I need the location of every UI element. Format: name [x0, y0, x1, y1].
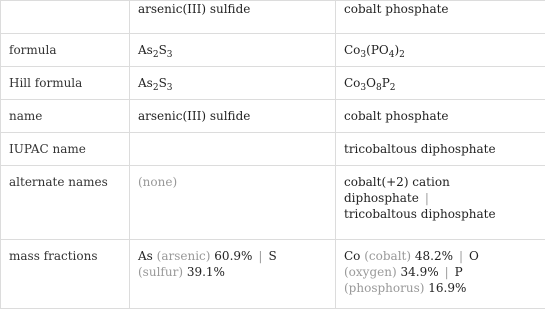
alternate-names-arsenic-sulfide: (none) — [130, 166, 336, 240]
alternate-name: cobalt(+2) cation — [344, 174, 537, 190]
element-name: (arsenic) — [157, 249, 211, 263]
formula-subscript: 2 — [390, 83, 396, 93]
formula-part: O — [366, 76, 376, 90]
formula-cobalt-phosphate — [336, 34, 545, 67]
iupac-name-row — [1, 133, 545, 166]
separator: | — [252, 249, 268, 263]
formula-part: Co — [344, 76, 360, 90]
row-label-name: name — [1, 100, 130, 133]
separator: | — [453, 249, 469, 263]
element-name: (sulfur) — [138, 265, 183, 279]
formula-part: As — [138, 43, 153, 57]
mass-fractions-arsenic-sulfide — [130, 240, 336, 309]
mass-fractions-row — [1, 240, 545, 309]
element-symbol: O — [469, 249, 479, 263]
formula-row — [1, 34, 545, 67]
formula-part: S — [159, 43, 167, 57]
element-symbol: As — [138, 249, 153, 263]
hill-formula-arsenic-sulfide — [130, 67, 336, 100]
column-header-arsenic-sulfide: arsenic(III) sulfide — [130, 1, 336, 34]
name-cobalt-phosphate: cobalt phosphate — [336, 100, 545, 133]
name-arsenic-sulfide: arsenic(III) sulfide — [130, 100, 336, 133]
separator: | — [439, 265, 455, 279]
element-symbol: P — [455, 265, 463, 279]
formula-subscript: 2 — [153, 50, 159, 60]
formula-part: Co — [344, 43, 360, 57]
mass-percent: 16.9% — [428, 281, 466, 295]
element-name: (oxygen) — [344, 265, 397, 279]
formula-part: S — [159, 76, 167, 90]
name-row — [1, 100, 545, 133]
row-label-formula: formula — [1, 34, 130, 67]
formula-subscript: 3 — [167, 83, 173, 93]
formula-subscript: 3 — [360, 50, 366, 60]
element-symbol: S — [268, 249, 276, 263]
formula-subscript: 8 — [376, 83, 382, 93]
row-label-hill-formula: Hill formula — [1, 67, 130, 100]
alternate-names-cobalt-phosphate — [336, 166, 545, 240]
formula-subscript: 4 — [389, 50, 395, 60]
column-header-cobalt-phosphate: cobalt phosphate — [336, 1, 545, 34]
mass-fractions-cobalt-phosphate — [336, 240, 545, 309]
mass-percent: 48.2% — [415, 249, 453, 263]
formula-subscript: 2 — [399, 50, 405, 60]
element-name: (cobalt) — [364, 249, 411, 263]
mass-percent: 34.9% — [400, 265, 438, 279]
hill-formula-cobalt-phosphate — [336, 67, 545, 100]
mass-percent: 39.1% — [187, 265, 225, 279]
element-symbol: Co — [344, 249, 360, 263]
corner-cell — [1, 1, 130, 34]
alternate-name: diphosphate — [344, 191, 419, 205]
formula-subscript: 3 — [167, 50, 173, 60]
alternate-names-row — [1, 166, 545, 240]
iupac-name-arsenic-sulfide — [130, 133, 336, 166]
formula-subscript: 2 — [153, 83, 159, 93]
formula-part: As — [138, 76, 153, 90]
separator: | — [419, 191, 435, 205]
alternate-name: tricobaltous diphosphate — [344, 206, 537, 222]
formula-arsenic-sulfide — [130, 34, 336, 67]
row-label-alternate-names: alternate names — [1, 166, 130, 240]
row-label-mass-fractions: mass fractions — [1, 240, 130, 309]
header-row — [1, 1, 545, 34]
row-label-iupac-name: IUPAC name — [1, 133, 130, 166]
element-name: (phosphorus) — [344, 281, 424, 295]
hill-formula-row — [1, 67, 545, 100]
formula-subscript: 3 — [360, 83, 366, 93]
mass-percent: 60.9% — [214, 249, 252, 263]
formula-part: ) — [394, 43, 399, 57]
formula-part: P — [382, 76, 390, 90]
formula-part: (PO — [366, 43, 389, 57]
iupac-name-cobalt-phosphate: tricobaltous diphosphate — [336, 133, 545, 166]
